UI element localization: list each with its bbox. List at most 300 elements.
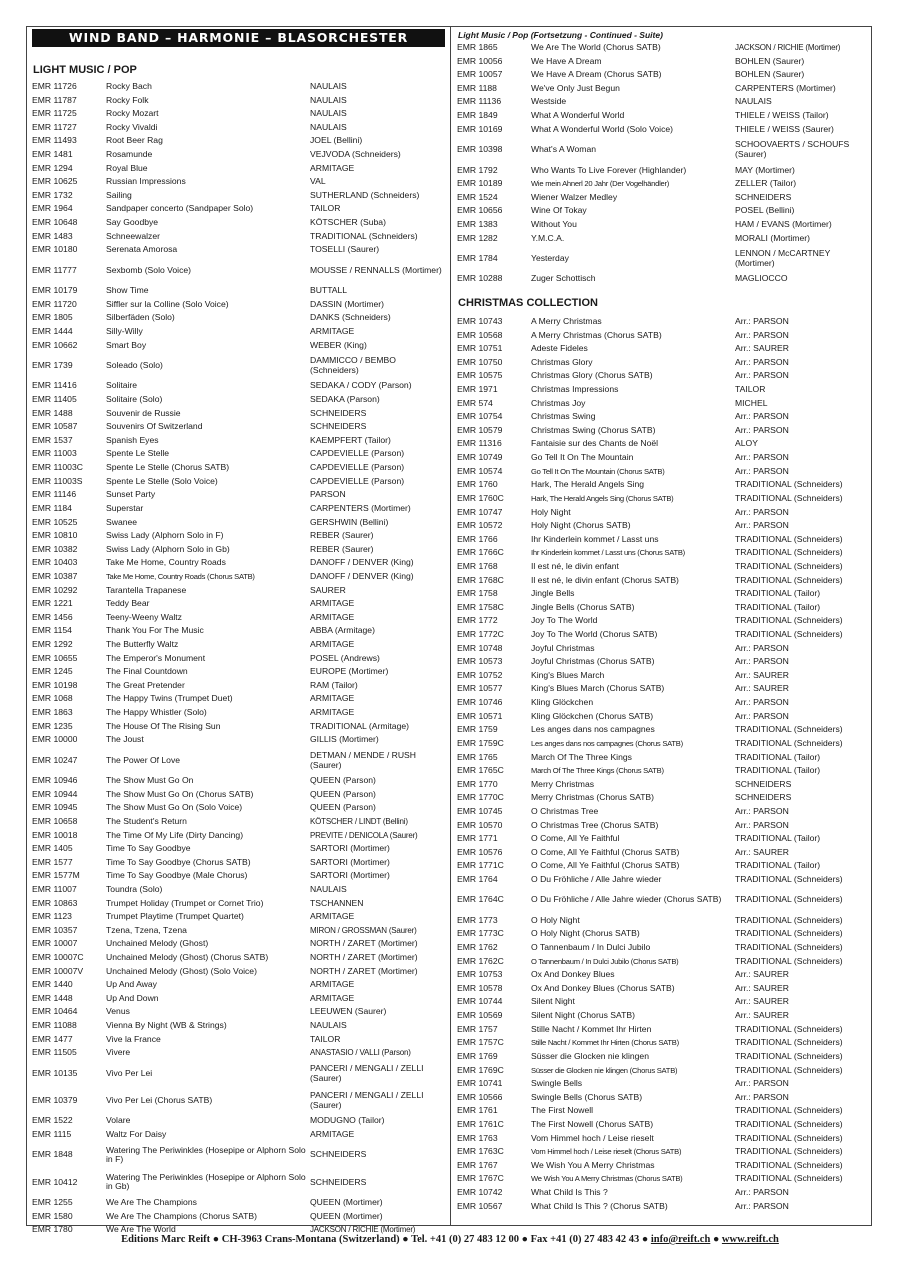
item-title: Smart Boy (106, 339, 147, 350)
list-item (29, 407, 447, 421)
item-composer: SCHOOVAERTS / SCHOUFS (Saurer) (735, 139, 850, 159)
footer-web-link[interactable]: www.reift.ch (721, 1234, 779, 1245)
list-item (454, 245, 868, 272)
list-item (454, 859, 868, 873)
item-composer: Arr.: PARSON (735, 356, 789, 367)
item-composer: ARMITAGE (310, 325, 355, 336)
item-composer: THIELE / WEISS (Tailor) (735, 110, 829, 121)
list-item (454, 846, 868, 860)
list-item (29, 679, 447, 693)
item-code: EMR 10189 (457, 178, 503, 189)
item-title: Süsser die Glocken nie klingen (Chorus SATB) (531, 1065, 678, 1075)
item-title: Vivo Per Lei (106, 1067, 153, 1078)
item-code: EMR 1524 (457, 191, 498, 202)
item-composer: VAL (310, 176, 326, 187)
list-item (454, 682, 868, 696)
item-composer: Arr.: PARSON (735, 642, 789, 653)
list-item (29, 978, 447, 992)
item-composer: TRADITIONAL (Schneiders) (735, 928, 843, 939)
item-code: EMR 10578 (457, 982, 503, 993)
item-title: Swiss Lady (Alphorn Solo in F) (106, 530, 224, 541)
list-item (29, 720, 447, 734)
item-title: Vivo Per Lei (Chorus SATB) (106, 1094, 213, 1105)
item-title: Hark, The Herald Angels Sing (Chorus SATB) (531, 493, 674, 503)
section-title-continued: Light Music / Pop (Fortsetzung - Continued - Suite) (458, 30, 663, 40)
list-item (454, 123, 868, 137)
section-title-christmas: CHRISTMAS COLLECTION (458, 297, 598, 309)
item-composer: DASSIN (Mortimer) (310, 298, 385, 309)
item-code: EMR 10863 (32, 897, 78, 908)
item-code: EMR 1184 (32, 502, 72, 513)
item-code: EMR 11003S (32, 475, 83, 486)
item-title: O Tannenbaum / In Dulci Jubilo (Chorus SATB) (531, 956, 679, 966)
item-title: Stille Nacht / Kommet Ihr Hirten (531, 1023, 652, 1034)
item-title: Ox And Donkey Blues (Chorus SATB) (531, 982, 675, 993)
item-composer: TRADITIONAL (Schneiders) (735, 547, 843, 558)
item-composer: TAILOR (310, 1033, 341, 1044)
list-item (454, 272, 868, 286)
item-composer: CARPENTERS (Mortimer) (310, 502, 411, 513)
item-composer: TRADITIONAL (Schneiders) (310, 230, 418, 241)
item-composer: MOUSSE / RENNALLS (Mortimer) (310, 264, 442, 275)
list-item (29, 856, 447, 870)
item-code: EMR 1448 (32, 992, 73, 1003)
item-composer: ANASTASIO / VALLI (Parson) (310, 1048, 411, 1058)
list-item (454, 982, 868, 996)
item-composer: JACKSON / RICHIE (Mortimer) (310, 1225, 416, 1235)
list-item (454, 887, 868, 914)
item-composer: Arr.: PARSON (735, 520, 789, 531)
item-title: What Child Is This ? (531, 1187, 608, 1198)
item-title: Time To Say Goodbye (Male Chorus) (106, 870, 248, 881)
item-composer: POSEL (Andrews) (310, 652, 380, 663)
item-composer: QUEEN (Parson) (310, 788, 376, 799)
item-title: The First Nowell (531, 1105, 594, 1116)
list-item (454, 410, 868, 424)
item-code: EMR 10945 (32, 802, 78, 813)
item-code: EMR 10007 (32, 938, 78, 949)
list-item (29, 883, 447, 897)
item-composer: Arr.: PARSON (735, 465, 789, 476)
item-composer: MODUGNO (Tailor) (310, 1115, 385, 1126)
item-composer: PANCERI / MENGALI / ZELLI (Saurer) (310, 1090, 424, 1110)
item-code: EMR 10568 (457, 329, 503, 340)
item-composer: TRADITIONAL (Schneiders) (735, 894, 843, 905)
list-item (29, 80, 447, 94)
item-composer: LEEUWEN (Saurer) (310, 1006, 387, 1017)
item-title: The Happy Twins (Trumpet Duet) (106, 693, 233, 704)
item-composer: Arr.: SAURER (735, 683, 789, 694)
list-item (454, 1077, 868, 1091)
item-code: EMR 11136 (457, 96, 502, 107)
list-item (454, 41, 868, 55)
list-item (454, 941, 868, 955)
item-title: Vom Himmel hoch / Leise rieselt (531, 1132, 654, 1143)
item-composer: TRADITIONAL (Schneiders) (735, 1064, 843, 1075)
item-title: The First Nowell (Chorus SATB) (531, 1118, 654, 1129)
list-item (454, 723, 868, 737)
item-code: EMR 11726 (32, 81, 77, 91)
list-item (29, 488, 447, 502)
item-title: Les anges dans nos campagnes (531, 724, 655, 735)
item-title: Teddy Bear (106, 598, 150, 609)
item-code: EMR 10567 (457, 1200, 503, 1211)
item-composer: QUEEN (Parson) (310, 775, 376, 786)
item-composer: Arr.: SAURER (735, 996, 789, 1007)
item-composer: SCHNEIDERS (735, 191, 792, 202)
item-composer: SEDAKA (Parson) (310, 394, 380, 405)
item-composer: TSCHANNEN (310, 897, 364, 908)
item-code: EMR 1759C (457, 737, 504, 748)
item-composer: NORTH / ZARET (Mortimer) (310, 938, 418, 949)
item-composer: PANCERI / MENGALI / ZELLI (Saurer) (310, 1063, 424, 1083)
item-code: EMR 10569 (457, 1010, 503, 1021)
item-code: EMR 10570 (457, 819, 503, 830)
item-composer: SARTORI (Mortimer) (310, 870, 390, 881)
banner: WIND BAND – HARMONIE – BLASORCHESTER (32, 29, 445, 47)
list-item (29, 706, 447, 720)
list-item (454, 696, 868, 710)
item-composer: LENNON / McCARTNEY (Mortimer) (735, 248, 831, 268)
item-code: EMR 1255 (32, 1197, 73, 1208)
item-code: EMR 1537 (32, 434, 73, 445)
item-composer: EUROPE (Mortimer) (310, 666, 389, 677)
list-item (454, 1064, 868, 1078)
list-item (454, 55, 868, 69)
item-composer: BUTTALL (310, 285, 348, 296)
item-code: EMR 1068 (32, 693, 73, 704)
item-title: The Time Of My Life (Dirty Dancing) (106, 829, 244, 840)
item-code: EMR 10180 (32, 244, 78, 255)
item-title: Holy Night (531, 506, 571, 517)
item-composer: SCHNEIDERS (735, 792, 792, 803)
item-code: EMR 1849 (457, 110, 498, 121)
list-item (454, 68, 868, 82)
item-title: Wine Of Tokay (531, 205, 587, 216)
item-title: What's A Woman (531, 144, 597, 155)
list-item (29, 937, 447, 951)
list-item (29, 284, 447, 298)
item-code: EMR 11416 (32, 380, 77, 391)
item-composer: TRADITIONAL (Schneiders) (735, 1105, 843, 1116)
list-item (454, 819, 868, 833)
item-code: EMR 1771 (457, 833, 498, 844)
list-item (29, 1210, 447, 1224)
item-composer: Arr.: PARSON (735, 370, 789, 381)
item-composer: ARMITAGE (310, 693, 355, 704)
item-title: Vive la France (106, 1033, 161, 1044)
item-code: EMR 1765 (457, 751, 498, 762)
item-code: EMR 10745 (457, 805, 503, 816)
list-item (454, 136, 868, 163)
item-title: What A Wonderful World (Solo Voice) (531, 123, 674, 134)
item-code: EMR 10573 (457, 656, 503, 667)
item-title: Trumpet Holiday (Trumpet or Cornet Trio) (106, 897, 264, 908)
list-item (454, 968, 868, 982)
item-code: EMR 1577 (32, 856, 73, 867)
item-code: EMR 10007V (32, 965, 84, 976)
item-code: EMR 1483 (32, 230, 73, 241)
item-title: Süsser die Glocken nie klingen (531, 1050, 649, 1061)
item-composer: QUEEN (Parson) (310, 802, 376, 813)
item-title: We've Only Just Begun (531, 82, 620, 93)
item-code: EMR 11720 (32, 298, 77, 309)
item-code: EMR 10135 (32, 1067, 78, 1078)
list-item (454, 1132, 868, 1146)
item-title: Russian Impressions (106, 176, 186, 187)
item-composer: SCHNEIDERS (735, 778, 792, 789)
item-code: EMR 10747 (457, 506, 503, 517)
item-title: Volare (106, 1115, 131, 1126)
item-code: EMR 1405 (32, 843, 73, 854)
list-item (29, 325, 447, 339)
list-item (454, 478, 868, 492)
item-title: O Tannenbaum / In Dulci Jubilo (531, 942, 651, 953)
item-code: EMR 10464 (32, 1006, 78, 1017)
item-composer: JOEL (Bellini) (310, 135, 363, 146)
item-code: EMR 11146 (32, 489, 77, 500)
list-item (29, 352, 447, 379)
item-code: EMR 10810 (32, 530, 78, 541)
item-composer: TRADITIONAL (Tailor) (735, 765, 821, 776)
item-composer: DETMAN / MENDE / RUSH (Saurer) (310, 750, 416, 770)
item-composer: TRADITIONAL (Schneiders) (735, 724, 843, 735)
item-composer: Arr.: PARSON (735, 1091, 789, 1102)
item-composer: KAEMPFERT (Tailor) (310, 434, 391, 445)
item-title: Rocky Vivaldi (106, 121, 158, 132)
list-item (29, 951, 447, 965)
item-title: Rosamunde (106, 149, 153, 160)
item-code: EMR 1769C (457, 1064, 504, 1075)
item-code: EMR 10572 (457, 520, 503, 531)
item-title: Christmas Impressions (531, 384, 619, 395)
item-code: EMR 11007 (32, 884, 77, 894)
item-title: Christmas Swing (531, 411, 596, 422)
item-title: Westside (531, 96, 567, 107)
item-code: EMR 11505 (32, 1047, 77, 1058)
light-music-list (29, 80, 447, 1237)
item-composer: Arr.: PARSON (735, 1078, 789, 1089)
list-item (29, 447, 447, 461)
item-title: Joyful Christmas (Chorus SATB) (531, 656, 655, 667)
footer-publisher: Editions Marc Reift ● CH-3963 Crans-Montana (Switzerland) ● Tel. +41 (0) 27 483 12 00 ● Fax +41 (0) 27 483 42 43 ● (121, 1234, 651, 1245)
item-code: EMR 1773 (457, 914, 498, 925)
list-item (29, 910, 447, 924)
item-composer: TRADITIONAL (Schneiders) (735, 1050, 843, 1061)
item-title: Unchained Melody (Ghost) (Solo Voice) (106, 965, 257, 976)
list-item (29, 897, 447, 911)
item-code: EMR 11725 (32, 108, 77, 119)
item-code: EMR 10750 (457, 356, 503, 367)
item-composer: Arr.: SAURER (735, 1010, 789, 1021)
list-item (454, 1172, 868, 1186)
item-composer: NORTH / ZARET (Mortimer) (310, 965, 418, 976)
item-code: EMR 10662 (32, 339, 78, 350)
item-code: EMR 10744 (457, 996, 503, 1007)
item-code: EMR 11727 (32, 121, 77, 132)
list-item (454, 177, 868, 191)
list-item (29, 570, 447, 584)
item-title: Il est né, le divin enfant (Chorus SATB) (531, 574, 679, 585)
list-item (454, 315, 868, 329)
list-item (29, 175, 447, 189)
list-item (454, 82, 868, 96)
list-item (29, 584, 447, 598)
item-code: EMR 10057 (457, 69, 503, 80)
item-code: EMR 1784 (457, 252, 498, 263)
item-composer: NAULAIS (310, 108, 347, 119)
item-composer: Arr.: SAURER (735, 669, 789, 680)
list-item (29, 815, 447, 829)
item-code: EMR 1768C (457, 574, 504, 585)
list-item (454, 1145, 868, 1159)
list-item (454, 369, 868, 383)
item-code: EMR 1761C (457, 1118, 504, 1129)
item-title: Sandpaper concerto (Sandpaper Solo) (106, 203, 254, 214)
item-title: Joy To The World (531, 615, 598, 626)
item-code: EMR 1481 (32, 149, 73, 160)
list-item (29, 311, 447, 325)
item-title: Souvenir de Russie (106, 407, 181, 418)
item-code: EMR 1768 (457, 560, 498, 571)
item-code: EMR 10752 (457, 669, 503, 680)
item-title: Holy Night (Chorus SATB) (531, 520, 631, 531)
list-item (454, 655, 868, 669)
list-item (454, 805, 868, 819)
item-code: EMR 10944 (32, 788, 78, 799)
list-item (454, 710, 868, 724)
item-composer: WEBER (King) (310, 339, 367, 350)
item-composer: POSEL (Bellini) (735, 205, 795, 216)
item-title: Vivere (106, 1047, 131, 1058)
list-item (29, 692, 447, 706)
list-item (29, 202, 447, 216)
item-code: EMR 10748 (457, 642, 503, 653)
list-item (454, 1050, 868, 1064)
item-title: The Emperor's Monument (106, 652, 206, 663)
column-divider (450, 26, 451, 1226)
list-item (454, 914, 868, 928)
item-title: Les anges dans nos campagnes (Chorus SATB) (531, 738, 683, 748)
item-code: EMR 11003 (32, 448, 77, 459)
item-title: Solitaire (Solo) (106, 394, 163, 405)
item-code: EMR 10587 (32, 421, 78, 432)
item-code: EMR 1762C (457, 955, 504, 966)
list-item (454, 574, 868, 588)
item-composer: CAPDEVIELLE (Parson) (310, 462, 405, 473)
item-title: The House Of The Rising Sun (106, 720, 221, 731)
item-code: EMR 10746 (457, 697, 503, 708)
footer-email-link[interactable]: info@reift.ch (650, 1234, 711, 1245)
list-item (29, 869, 447, 883)
item-code: EMR 10018 (32, 829, 78, 840)
item-title: Fantaisie sur des Chants de Noël (531, 438, 659, 449)
item-title: Sexbomb (Solo Voice) (106, 264, 192, 275)
item-composer: NORTH / ZARET (Mortimer) (310, 952, 418, 963)
item-composer: ARMITAGE (310, 911, 355, 922)
list-item (454, 1023, 868, 1037)
item-composer: ARMITAGE (310, 162, 355, 173)
item-title: Take Me Home, Country Roads (106, 557, 226, 568)
list-item (29, 1142, 447, 1169)
item-title: Show Time (106, 285, 149, 296)
list-item (29, 189, 447, 203)
item-title: Who Wants To Live Forever (Highlander) (531, 164, 687, 175)
item-code: EMR 1772C (457, 629, 504, 640)
item-composer: BOHLEN (Saurer) (735, 55, 805, 66)
list-item (29, 1128, 447, 1142)
item-code: EMR 10198 (32, 679, 78, 690)
item-code: EMR 1123 (32, 911, 72, 922)
list-item (454, 519, 868, 533)
list-item (454, 342, 868, 356)
item-composer: Arr.: PARSON (735, 1187, 789, 1198)
item-composer: NAULAIS (310, 121, 347, 132)
item-composer: SEDAKA / CODY (Parson) (310, 380, 412, 391)
list-item (29, 393, 447, 407)
item-title: Jingle Bells (531, 588, 575, 599)
item-code: EMR 10412 (32, 1176, 78, 1187)
item-title: Tzena, Tzena, Tzena (106, 924, 187, 935)
list-item (454, 1009, 868, 1023)
item-composer: MICHEL (735, 397, 768, 408)
item-composer: KÖTSCHER / LINDT (Bellini) (310, 816, 408, 826)
item-composer: Arr.: SAURER (735, 982, 789, 993)
list-item (29, 461, 447, 475)
item-code: EMR 10574 (457, 465, 503, 476)
item-composer: Arr.: PARSON (735, 506, 789, 517)
item-title: Rocky Folk (106, 94, 149, 105)
list-item (29, 121, 447, 135)
list-item (29, 1114, 447, 1128)
item-title: Toundra (Solo) (106, 884, 163, 894)
list-item (454, 164, 868, 178)
item-composer: ARMITAGE (310, 598, 355, 609)
item-title: Y.M.C.A. (531, 232, 565, 243)
item-title: Stille Nacht / Kommet Ihr Hirten (Chorus SATB) (531, 1038, 679, 1048)
item-code: EMR 1444 (32, 325, 73, 336)
item-code: EMR 10387 (32, 570, 78, 581)
item-composer: Arr.: PARSON (735, 805, 789, 816)
item-composer: NAULAIS (310, 94, 347, 105)
item-composer: Arr.: PARSON (735, 697, 789, 708)
list-item (454, 465, 868, 479)
item-code: EMR 1764C (457, 894, 504, 905)
list-item (29, 1033, 447, 1047)
item-code: EMR 10749 (457, 452, 503, 463)
item-code: EMR 1760 (457, 479, 498, 490)
list-item (29, 529, 447, 543)
item-composer: DANOFF / DENVER (King) (310, 557, 414, 568)
item-composer: MAY (Mortimer) (735, 164, 795, 175)
item-title: Christmas Joy (531, 397, 586, 408)
item-code: EMR 10576 (457, 846, 503, 857)
item-code: EMR 11088 (32, 1020, 77, 1031)
item-code: EMR 1757C (457, 1037, 504, 1048)
item-composer: TRADITIONAL (Schneiders) (735, 955, 843, 966)
list-item (29, 638, 447, 652)
item-title: The Final Countdown (106, 666, 188, 677)
item-title: Venus (106, 1006, 130, 1017)
item-code: EMR 1772 (457, 615, 498, 626)
item-code: EMR 1235 (32, 720, 73, 731)
item-title: We Have A Dream (531, 55, 602, 66)
item-title: The Butterfly Waltz (106, 639, 179, 650)
item-code: EMR 1477 (32, 1033, 73, 1044)
item-code: EMR 10575 (457, 370, 503, 381)
item-composer: SAURER (310, 584, 346, 595)
item-code: EMR 1773C (457, 928, 504, 939)
